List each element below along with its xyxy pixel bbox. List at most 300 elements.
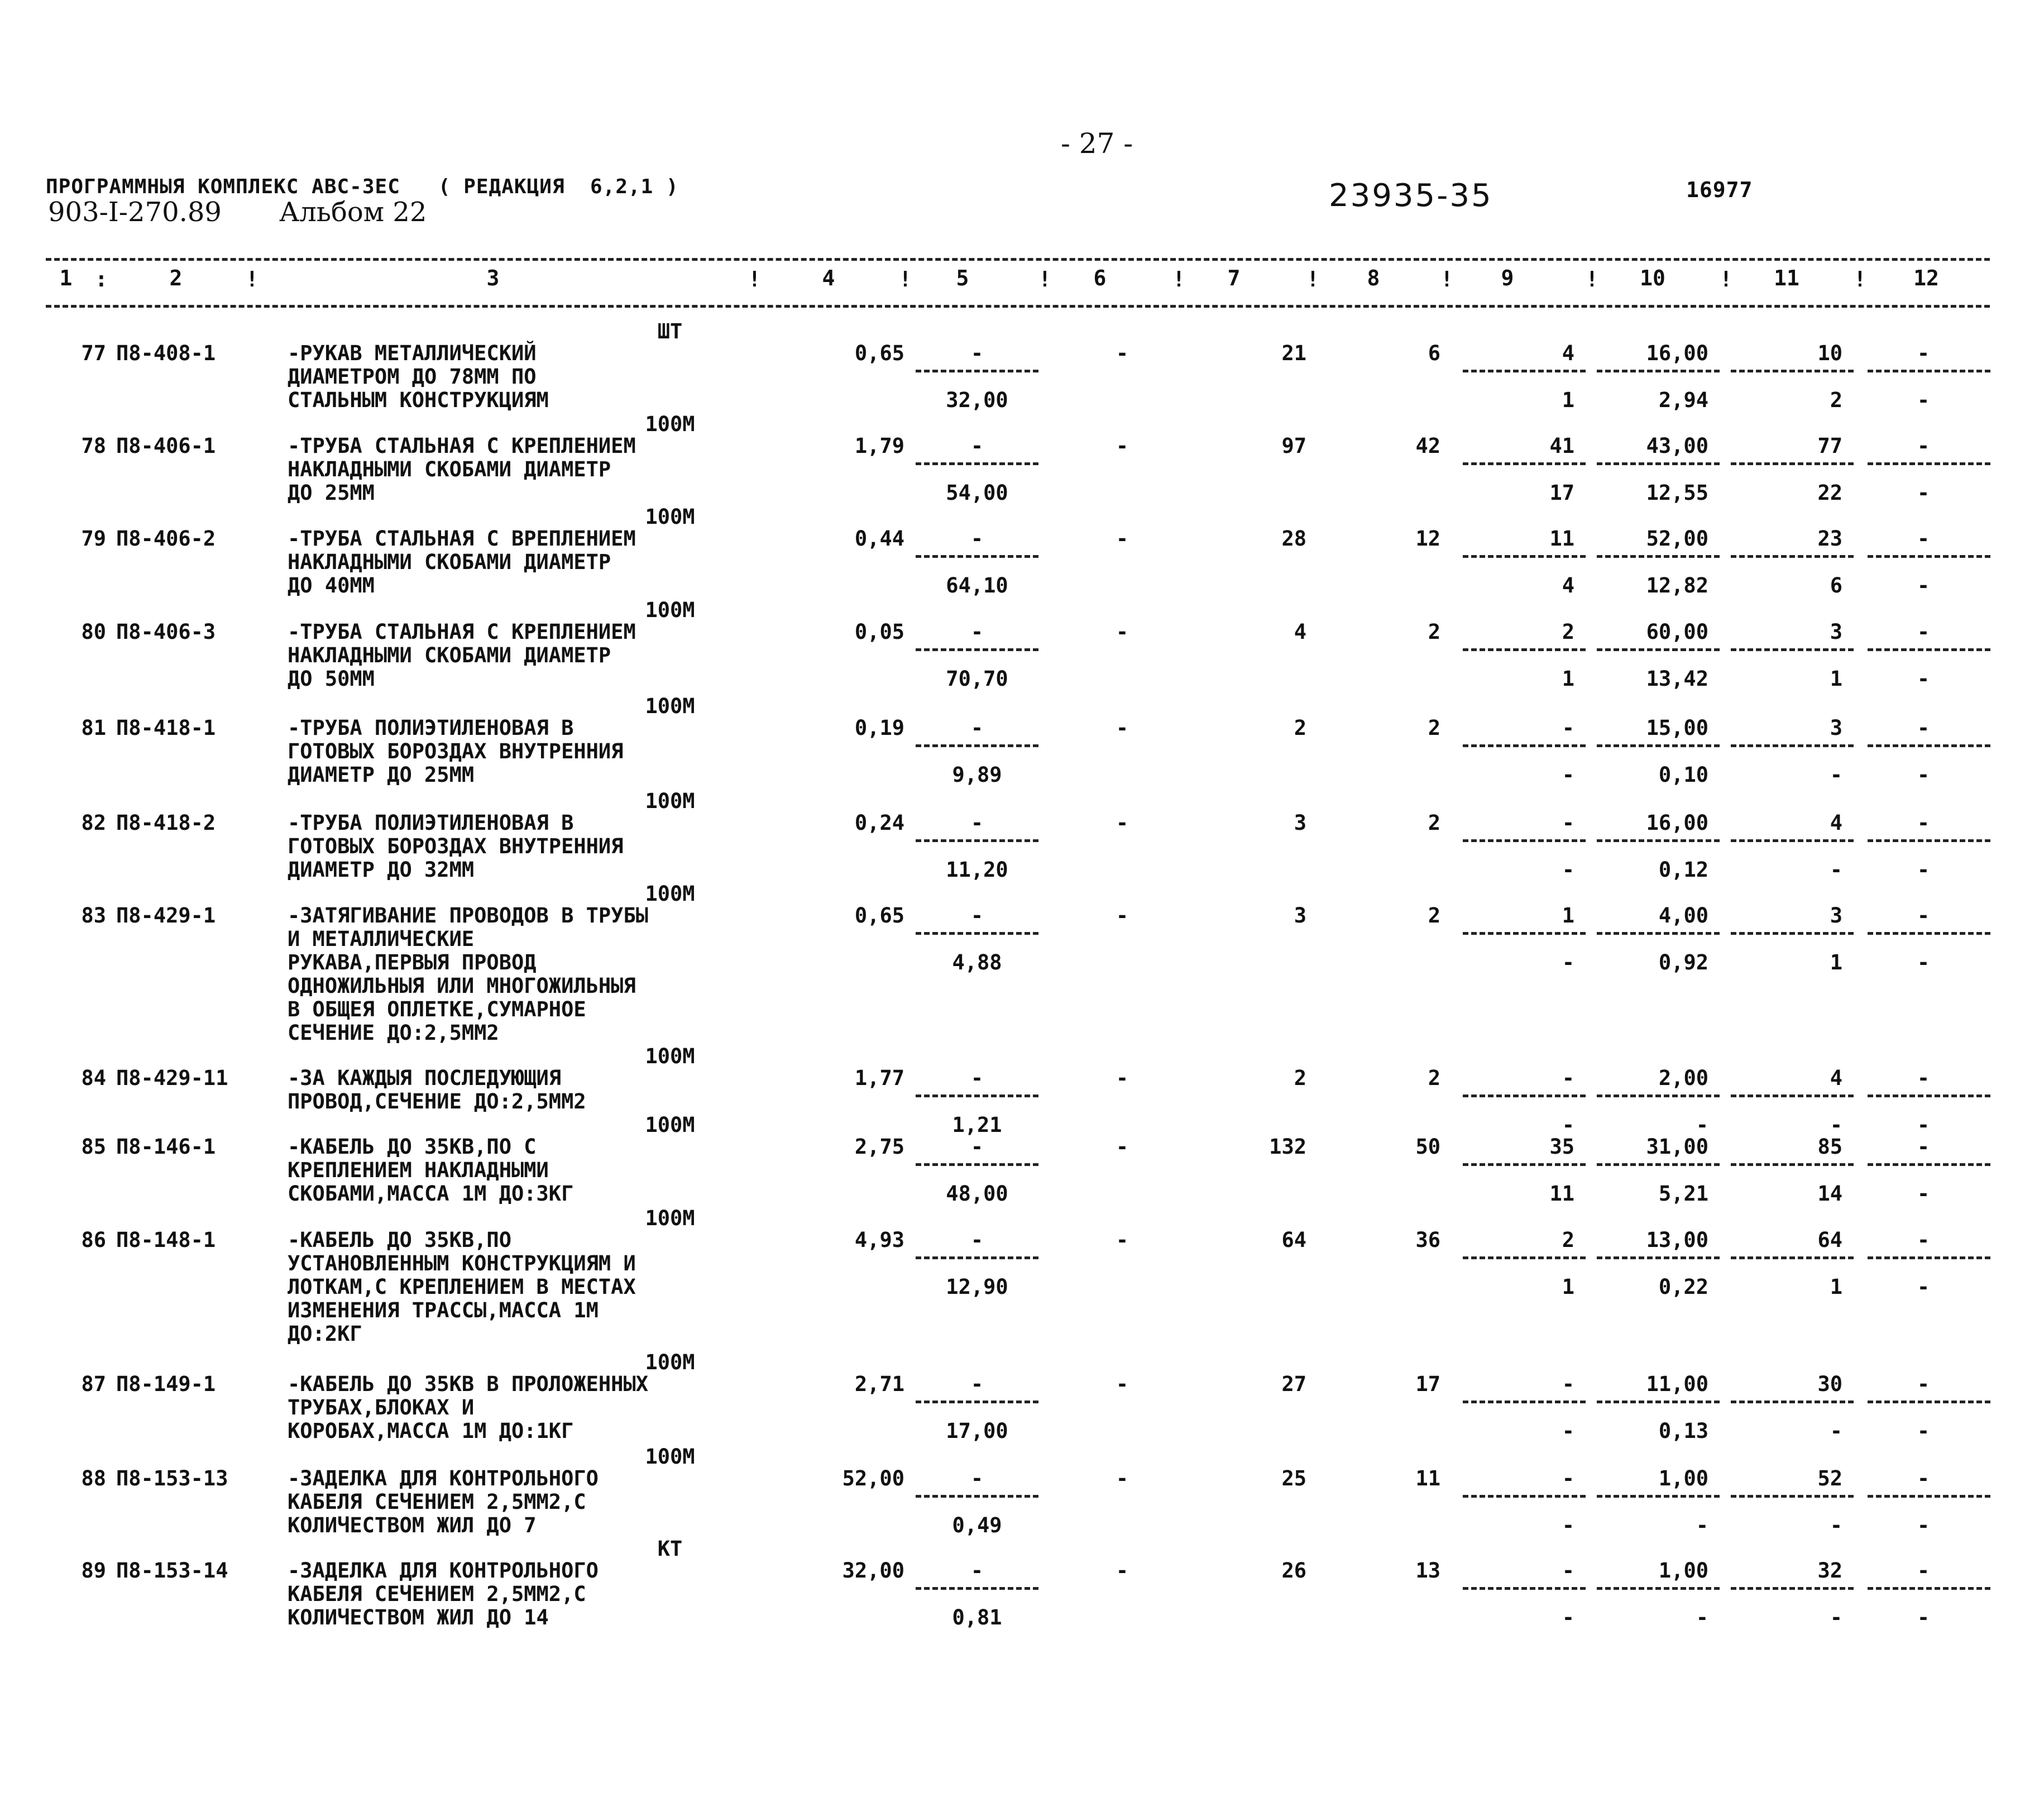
col6-value: - xyxy=(1116,1066,1129,1090)
col6-value: - xyxy=(1116,1228,1129,1252)
col-header-8: 8 xyxy=(1367,266,1380,290)
col9-bottom: - xyxy=(1562,1419,1574,1443)
col9-top: 11 xyxy=(1549,527,1574,551)
col9-top: 2 xyxy=(1562,620,1574,644)
col5-fraction-line xyxy=(916,1163,1038,1166)
col10-bottom: - xyxy=(1696,1113,1708,1137)
col11-bottom: 1 xyxy=(1830,950,1842,974)
col11-fraction-line xyxy=(1731,1587,1854,1590)
col5-top: - xyxy=(970,811,984,835)
rate-code: П8-406-1 xyxy=(116,434,216,458)
col12-bottom: - xyxy=(1917,481,1930,505)
col5-top: - xyxy=(970,1135,984,1159)
col10-bottom: 2,94 xyxy=(1658,388,1708,412)
col11-top: 30 xyxy=(1817,1372,1842,1396)
rate-code: П8-148-1 xyxy=(116,1228,216,1252)
col5-top: - xyxy=(970,527,984,551)
work-description: -ТРУБА СТАЛЬНАЯ С КРЕПЛЕНИЕМ НАКЛАДНЫМИ СКОБАМИ ДИАМЕТР ДО 25ММ xyxy=(288,434,636,505)
col7-value: 3 xyxy=(1294,904,1306,928)
col-header-5: 5 xyxy=(956,266,969,290)
col5-fraction-line xyxy=(916,1401,1038,1403)
col12-fraction-line xyxy=(1868,648,1990,651)
col5-fraction-line xyxy=(916,744,1038,747)
col11-top: 64 xyxy=(1817,1228,1842,1252)
col10-bottom: - xyxy=(1696,1513,1708,1537)
quantity: 1,79 xyxy=(854,434,904,458)
col6-value: - xyxy=(1116,716,1129,740)
col12-bottom: - xyxy=(1917,763,1930,787)
header-top-rule xyxy=(46,258,1990,261)
col9-bottom: 1 xyxy=(1562,388,1574,412)
col12-bottom: - xyxy=(1917,388,1930,412)
col12-top: - xyxy=(1917,434,1930,458)
col9-fraction-line xyxy=(1463,1401,1586,1403)
col12-fraction-line xyxy=(1868,1095,1990,1097)
col6-value: - xyxy=(1116,527,1129,551)
work-description: -ЗАТЯГИВАНИЕ ПРОВОДОВ В ТРУБЫ И МЕТАЛЛИЧЕСКИЕ РУКАВА,ПЕРВЫЯ ПРОВОД ОДНОЖИЛЬНЫЯ ИЛИ МНОГОЖИЛЬНЫЯ В ОБЩЕЯ ОПЛЕТКЕ,СУМАРНОЕ СЕЧЕНИЕ ДО:2,5ММ2 xyxy=(288,904,649,1045)
col12-top: - xyxy=(1917,620,1930,644)
col6-value: - xyxy=(1116,1466,1129,1490)
unit-label: 100М xyxy=(645,1206,695,1230)
col9-fraction-line xyxy=(1463,1495,1586,1498)
col7-value: 2 xyxy=(1294,716,1306,740)
col6-value: - xyxy=(1116,434,1129,458)
rate-code: П8-418-1 xyxy=(116,716,216,740)
col5-bottom: 54,00 xyxy=(946,481,1008,505)
col10-top: 43,00 xyxy=(1646,434,1708,458)
col12-top: - xyxy=(1917,1559,1930,1583)
doc-number: 23935-35 xyxy=(1329,178,1493,214)
col11-bottom: - xyxy=(1830,763,1842,787)
album-label: Альбом 22 xyxy=(279,197,427,228)
row-number: 79 xyxy=(81,527,106,551)
col5-top: - xyxy=(970,434,984,458)
unit-label: 100М xyxy=(645,412,695,436)
work-description: -КАБЕЛЬ ДО 35КВ В ПРОЛОЖЕННЫХ ТРУБАХ,БЛОКАХ И КОРОБАХ,МАССА 1М ДО:1КГ xyxy=(288,1372,649,1443)
unit-label: 100М xyxy=(645,789,695,813)
col12-fraction-line xyxy=(1868,555,1990,558)
col9-fraction-line xyxy=(1463,1163,1586,1166)
work-description: -РУКАВ МЕТАЛЛИЧЕСКИЙ ДИАМЕТРОМ ДО 78ММ ПО СТАЛЬНЫМ КОНСТРУКЦИЯМ xyxy=(288,341,549,412)
col9-bottom: - xyxy=(1562,1113,1574,1137)
col6-value: - xyxy=(1116,1559,1129,1583)
col6-value: - xyxy=(1116,1372,1129,1396)
col9-top: - xyxy=(1562,1559,1574,1583)
col5-top: - xyxy=(970,1559,984,1583)
col10-top: 4,00 xyxy=(1658,904,1708,928)
col5-top: - xyxy=(970,1372,984,1396)
col5-bottom: 1,21 xyxy=(952,1113,1002,1137)
col11-bottom: - xyxy=(1830,1513,1842,1537)
col12-fraction-line xyxy=(1868,839,1990,842)
col9-top: 1 xyxy=(1562,904,1574,928)
header-bottom-rule xyxy=(46,305,1990,308)
col10-fraction-line xyxy=(1597,839,1720,842)
unit-label: 100М xyxy=(645,1113,695,1137)
col7-value: 4 xyxy=(1294,620,1306,644)
col8-value: 6 xyxy=(1428,341,1440,365)
quantity: 2,75 xyxy=(854,1135,904,1159)
quantity: 52,00 xyxy=(842,1466,904,1490)
col-header-12: 12 xyxy=(1913,266,1939,290)
col10-fraction-line xyxy=(1597,555,1720,558)
quantity: 1,77 xyxy=(854,1066,904,1090)
col9-fraction-line xyxy=(1463,462,1586,465)
col9-bottom: 4 xyxy=(1562,573,1574,598)
col5-top: - xyxy=(970,716,984,740)
col7-value: 132 xyxy=(1269,1135,1306,1159)
col5-top: - xyxy=(970,1228,984,1252)
col12-bottom: - xyxy=(1917,1513,1930,1537)
col12-top: - xyxy=(1917,341,1930,365)
col9-top: 35 xyxy=(1549,1135,1574,1159)
col10-fraction-line xyxy=(1597,1163,1720,1166)
work-description: -ТРУБА ПОЛИЭТИЛЕНОВАЯ В ГОТОВЫХ БОРОЗДАХ ВНУТРЕННИЯ ДИАМЕТР ДО 32ММ xyxy=(288,811,624,882)
unit-label: 100М xyxy=(645,694,695,718)
col10-bottom: 13,42 xyxy=(1646,667,1708,691)
col-header-11: 11 xyxy=(1774,266,1799,290)
col9-bottom: 1 xyxy=(1562,1275,1574,1299)
quantity: 0,65 xyxy=(854,341,904,365)
unit-label: 100М xyxy=(645,1044,695,1068)
col8-value: 12 xyxy=(1415,527,1440,551)
row-number: 88 xyxy=(81,1466,106,1490)
col10-fraction-line xyxy=(1597,1095,1720,1097)
col9-fraction-line xyxy=(1463,555,1586,558)
page-number: - 27 - xyxy=(1061,127,1133,160)
col12-bottom: - xyxy=(1917,858,1930,882)
col11-fraction-line xyxy=(1731,648,1854,651)
col11-top: 10 xyxy=(1817,341,1842,365)
rate-code: П8-429-11 xyxy=(116,1066,228,1090)
row-number: 86 xyxy=(81,1228,106,1252)
col10-top: 2,00 xyxy=(1658,1066,1708,1090)
quantity: 32,00 xyxy=(842,1559,904,1583)
col11-bottom: 2 xyxy=(1830,388,1842,412)
col9-top: 41 xyxy=(1549,434,1574,458)
col5-top: - xyxy=(970,1066,984,1090)
col6-value: - xyxy=(1116,620,1129,644)
rate-code: П8-146-1 xyxy=(116,1135,216,1159)
col5-fraction-line xyxy=(916,370,1038,372)
work-description: -ЗАДЕЛКА ДЛЯ КОНТРОЛЬНОГО КАБЕЛЯ СЕЧЕНИЕМ 2,5ММ2,С КОЛИЧЕСТВОМ ЖИЛ ДО 7 xyxy=(288,1466,599,1537)
col10-bottom: 12,55 xyxy=(1646,481,1708,505)
col6-value: - xyxy=(1116,341,1129,365)
col9-fraction-line xyxy=(1463,932,1586,935)
col-header-6: 6 xyxy=(1093,266,1107,290)
col11-bottom: 1 xyxy=(1830,667,1842,691)
col9-bottom: - xyxy=(1562,1513,1574,1537)
col11-top: 4 xyxy=(1830,811,1842,835)
col12-bottom: - xyxy=(1917,1113,1930,1137)
album-code: 903-I-270.89 xyxy=(48,197,222,228)
col12-fraction-line xyxy=(1868,1163,1990,1166)
col5-top: - xyxy=(970,341,984,365)
col9-bottom: - xyxy=(1562,858,1574,882)
rate-code: П8-149-1 xyxy=(116,1372,216,1396)
col10-bottom: 0,92 xyxy=(1658,950,1708,974)
col5-fraction-line xyxy=(916,1095,1038,1097)
col7-value: 27 xyxy=(1281,1372,1306,1396)
col12-bottom: - xyxy=(1917,573,1930,598)
col11-fraction-line xyxy=(1731,1256,1854,1259)
rate-code: П8-429-1 xyxy=(116,904,216,928)
row-number: 82 xyxy=(81,811,106,835)
col11-top: 3 xyxy=(1830,716,1842,740)
col12-bottom: - xyxy=(1917,667,1930,691)
col9-bottom: 11 xyxy=(1549,1182,1574,1206)
work-description: -ТРУБА СТАЛЬНАЯ С ВРЕПЛЕНИЕМ НАКЛАДНЫМИ СКОБАМИ ДИАМЕТР ДО 40ММ xyxy=(288,527,636,598)
col10-fraction-line xyxy=(1597,744,1720,747)
col5-fraction-line xyxy=(916,555,1038,558)
col10-fraction-line xyxy=(1597,1256,1720,1259)
col-header-3: 3 xyxy=(486,266,500,290)
col12-top: - xyxy=(1917,1228,1930,1252)
col12-top: - xyxy=(1917,1466,1930,1490)
unit-label: 100М xyxy=(645,1350,695,1374)
col10-fraction-line xyxy=(1597,370,1720,372)
col11-fraction-line xyxy=(1731,1401,1854,1403)
rate-code: П8-153-13 xyxy=(116,1466,228,1490)
col8-value: 11 xyxy=(1415,1466,1440,1490)
col10-top: 11,00 xyxy=(1646,1372,1708,1396)
unit-label: 100М xyxy=(645,882,695,906)
col11-fraction-line xyxy=(1731,1095,1854,1097)
col9-top: - xyxy=(1562,1066,1574,1090)
col10-fraction-line xyxy=(1597,932,1720,935)
col11-bottom: 14 xyxy=(1817,1182,1842,1206)
col12-bottom: - xyxy=(1917,1275,1930,1299)
col12-top: - xyxy=(1917,716,1930,740)
col8-value: 17 xyxy=(1415,1372,1440,1396)
col5-fraction-line xyxy=(916,839,1038,842)
col7-value: 26 xyxy=(1281,1559,1306,1583)
col10-bottom: 5,21 xyxy=(1658,1182,1708,1206)
col12-top: - xyxy=(1917,1135,1930,1159)
program-line: ПРОГРАММНЫЯ КОМПЛЕКС АВС-3ЕС ( РЕДАКЦИЯ 6,2,1 ) xyxy=(46,175,679,198)
col9-bottom: 1 xyxy=(1562,667,1574,691)
col10-top: 16,00 xyxy=(1646,341,1708,365)
col11-top: 85 xyxy=(1817,1135,1842,1159)
col12-top: - xyxy=(1917,1066,1930,1090)
col5-top: - xyxy=(970,904,984,928)
col8-value: 2 xyxy=(1428,620,1440,644)
col5-bottom: 64,10 xyxy=(946,573,1008,598)
col10-bottom: 0,22 xyxy=(1658,1275,1708,1299)
col10-top: 31,00 xyxy=(1646,1135,1708,1159)
col11-top: 3 xyxy=(1830,904,1842,928)
sheet-code: 16977 xyxy=(1686,178,1753,202)
col11-top: 4 xyxy=(1830,1066,1842,1090)
col12-bottom: - xyxy=(1917,1182,1930,1206)
col12-fraction-line xyxy=(1868,462,1990,465)
unit-label: 100М xyxy=(645,1445,695,1469)
col11-top: 3 xyxy=(1830,620,1842,644)
col6-value: - xyxy=(1116,904,1129,928)
col10-top: 16,00 xyxy=(1646,811,1708,835)
quantity: 2,71 xyxy=(854,1372,904,1396)
col9-top: 4 xyxy=(1562,341,1574,365)
col8-value: 50 xyxy=(1415,1135,1440,1159)
col10-bottom: 12,82 xyxy=(1646,573,1708,598)
col7-value: 97 xyxy=(1281,434,1306,458)
col10-fraction-line xyxy=(1597,1495,1720,1498)
col9-fraction-line xyxy=(1463,744,1586,747)
col11-fraction-line xyxy=(1731,1495,1854,1498)
unit-label: 100М xyxy=(645,598,695,622)
col9-fraction-line xyxy=(1463,839,1586,842)
col5-fraction-line xyxy=(916,1495,1038,1498)
col12-fraction-line xyxy=(1868,744,1990,747)
col-header-1: 1 xyxy=(59,266,73,290)
quantity: 0,05 xyxy=(854,620,904,644)
col11-fraction-line xyxy=(1731,839,1854,842)
col7-value: 28 xyxy=(1281,527,1306,551)
col-header-2: 2 xyxy=(169,266,183,290)
col9-bottom: 17 xyxy=(1549,481,1574,505)
col-header-7: 7 xyxy=(1227,266,1241,290)
col11-fraction-line xyxy=(1731,1163,1854,1166)
quantity: 0,19 xyxy=(854,716,904,740)
col9-fraction-line xyxy=(1463,1587,1586,1590)
unit-label: КТ xyxy=(657,1537,683,1561)
col8-value: 42 xyxy=(1415,434,1440,458)
col5-fraction-line xyxy=(916,648,1038,651)
col8-value: 2 xyxy=(1428,716,1440,740)
col10-bottom: 0,13 xyxy=(1658,1419,1708,1443)
col7-value: 21 xyxy=(1281,341,1306,365)
col-header-4: 4 xyxy=(822,266,835,290)
col9-fraction-line xyxy=(1463,1095,1586,1097)
col11-fraction-line xyxy=(1731,744,1854,747)
unit-label: ШТ xyxy=(657,319,683,343)
col10-bottom: 0,12 xyxy=(1658,858,1708,882)
col6-value: - xyxy=(1116,811,1129,835)
row-number: 77 xyxy=(81,341,106,365)
col10-top: 1,00 xyxy=(1658,1466,1708,1490)
col5-fraction-line xyxy=(916,1587,1038,1590)
work-description: -КАБЕЛЬ ДО 35КВ,ПО УСТАНОВЛЕННЫМ КОНСТРУКЦИЯМ И ЛОТКАМ,С КРЕПЛЕНИЕМ В МЕСТАХ ИЗМЕНЕНИЯ ТРАССЫ,МАССА 1М ДО:2КГ xyxy=(288,1228,636,1346)
col9-top: - xyxy=(1562,1372,1574,1396)
col11-bottom: 1 xyxy=(1830,1275,1842,1299)
quantity: 4,93 xyxy=(854,1228,904,1252)
col9-fraction-line xyxy=(1463,370,1586,372)
col5-bottom: 11,20 xyxy=(946,858,1008,882)
col5-bottom: 70,70 xyxy=(946,667,1008,691)
col11-bottom: 6 xyxy=(1830,573,1842,598)
col5-bottom: 9,89 xyxy=(952,763,1002,787)
work-description: -ТРУБА СТАЛЬНАЯ С КРЕПЛЕНИЕМ НАКЛАДНЫМИ СКОБАМИ ДИАМЕТР ДО 50ММ xyxy=(288,620,636,691)
col12-top: - xyxy=(1917,904,1930,928)
col5-bottom: 48,00 xyxy=(946,1182,1008,1206)
col12-bottom: - xyxy=(1917,950,1930,974)
col10-fraction-line xyxy=(1597,1587,1720,1590)
col5-bottom: 4,88 xyxy=(952,950,1002,974)
col10-fraction-line xyxy=(1597,1401,1720,1403)
col11-top: 77 xyxy=(1817,434,1842,458)
col11-bottom: - xyxy=(1830,1419,1842,1443)
work-description: -ТРУБА ПОЛИЭТИЛЕНОВАЯ В ГОТОВЫХ БОРОЗДАХ ВНУТРЕННИЯ ДИАМЕТР ДО 25ММ xyxy=(288,716,624,787)
col11-bottom: - xyxy=(1830,1605,1842,1629)
row-number: 85 xyxy=(81,1135,106,1159)
col5-bottom: 32,00 xyxy=(946,388,1008,412)
col10-top: 1,00 xyxy=(1658,1559,1708,1583)
col-header-9: 9 xyxy=(1501,266,1514,290)
unit-label: 100М xyxy=(645,505,695,529)
col-header-10: 10 xyxy=(1640,266,1665,290)
col5-top: - xyxy=(970,620,984,644)
col8-value: 2 xyxy=(1428,904,1440,928)
col10-fraction-line xyxy=(1597,462,1720,465)
col8-value: 2 xyxy=(1428,811,1440,835)
col11-fraction-line xyxy=(1731,932,1854,935)
row-number: 87 xyxy=(81,1372,106,1396)
col9-fraction-line xyxy=(1463,1256,1586,1259)
col12-top: - xyxy=(1917,1372,1930,1396)
col11-top: 32 xyxy=(1817,1559,1842,1583)
col10-top: 52,00 xyxy=(1646,527,1708,551)
col10-bottom: 0,10 xyxy=(1658,763,1708,787)
col9-bottom: - xyxy=(1562,950,1574,974)
col11-bottom: - xyxy=(1830,1113,1842,1137)
col6-value: - xyxy=(1116,1135,1129,1159)
col11-fraction-line xyxy=(1731,462,1854,465)
quantity: 0,65 xyxy=(854,904,904,928)
col9-top: - xyxy=(1562,811,1574,835)
col12-fraction-line xyxy=(1868,370,1990,372)
col11-bottom: 22 xyxy=(1817,481,1842,505)
col12-top: - xyxy=(1917,527,1930,551)
col12-fraction-line xyxy=(1868,1401,1990,1403)
col11-fraction-line xyxy=(1731,555,1854,558)
col12-fraction-line xyxy=(1868,932,1990,935)
row-number: 89 xyxy=(81,1559,106,1583)
col9-bottom: - xyxy=(1562,763,1574,787)
rate-code: П8-406-3 xyxy=(116,620,216,644)
quantity: 0,44 xyxy=(854,527,904,551)
col5-bottom: 0,49 xyxy=(952,1513,1002,1537)
col9-top: - xyxy=(1562,716,1574,740)
col12-fraction-line xyxy=(1868,1495,1990,1498)
row-number: 83 xyxy=(81,904,106,928)
col11-top: 23 xyxy=(1817,527,1842,551)
col9-top: - xyxy=(1562,1466,1574,1490)
col10-bottom: - xyxy=(1696,1605,1708,1629)
col10-top: 15,00 xyxy=(1646,716,1708,740)
col5-bottom: 17,00 xyxy=(946,1419,1008,1443)
col8-value: 36 xyxy=(1415,1228,1440,1252)
col5-bottom: 0,81 xyxy=(952,1605,1002,1629)
row-number: 81 xyxy=(81,716,106,740)
col7-value: 3 xyxy=(1294,811,1306,835)
col10-fraction-line xyxy=(1597,648,1720,651)
quantity: 0,24 xyxy=(854,811,904,835)
col7-value: 2 xyxy=(1294,1066,1306,1090)
row-number: 84 xyxy=(81,1066,106,1090)
col8-value: 2 xyxy=(1428,1066,1440,1090)
rate-code: П8-408-1 xyxy=(116,341,216,365)
col8-value: 13 xyxy=(1415,1559,1440,1583)
rate-code: П8-418-2 xyxy=(116,811,216,835)
col12-bottom: - xyxy=(1917,1419,1930,1443)
col12-bottom: - xyxy=(1917,1605,1930,1629)
col5-bottom: 12,90 xyxy=(946,1275,1008,1299)
row-number: 78 xyxy=(81,434,106,458)
col10-top: 60,00 xyxy=(1646,620,1708,644)
col5-fraction-line xyxy=(916,462,1038,465)
col11-fraction-line xyxy=(1731,370,1854,372)
col12-fraction-line xyxy=(1868,1256,1990,1259)
